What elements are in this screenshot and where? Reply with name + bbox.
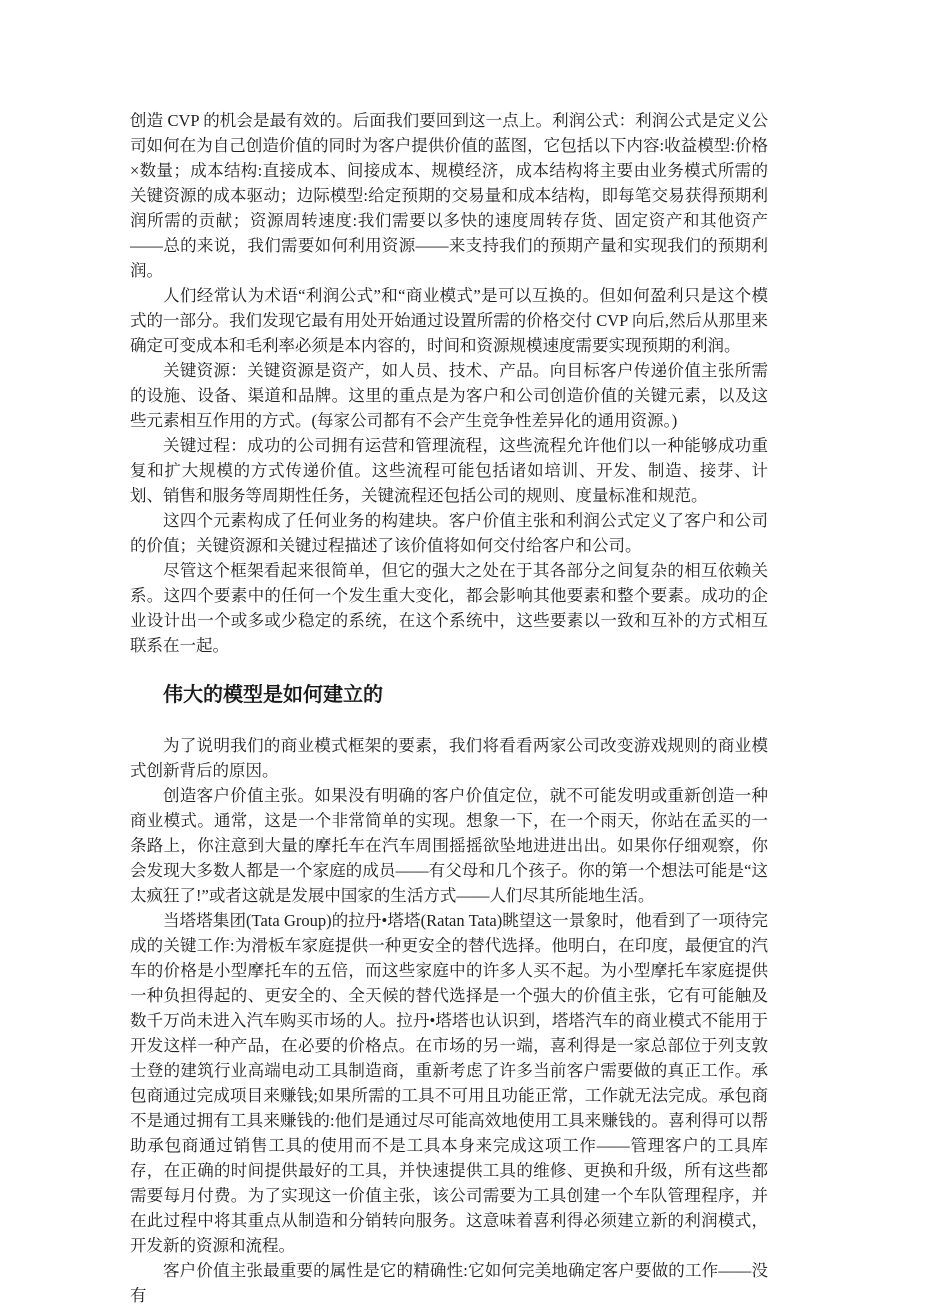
- section-heading: 伟大的模型是如何建立的: [163, 684, 383, 706]
- paragraph-8: 为了说明我们的商业模式框架的要素，我们将看看两家公司改变游戏规则的商业模式创新背后的原因。: [130, 736, 768, 780]
- paragraph-3: 关键资源：关键资源是资产，如人员、技术、产品。向目标客户传递价值主张所需的设施、设备、渠道和品牌。这里的重点是为客户和公司创造价值的关键元素，以及这些元素相互作用的方式。(每家公司都有不会产生竞争性差异化的通用资源。): [130, 361, 768, 430]
- document-content: [130, 108, 768, 1308]
- paragraph-4: 关键过程：成功的公司拥有运营和管理流程，这些流程允许他们以一种能够成功重复和扩大规模的方式传递价值。这些流程可能包括诸如培训、开发、制造、接芽、计划、销售和服务等周期性任务，关键流程还包括公司的规则、度量标准和规范。: [130, 436, 768, 505]
- paragraph-10: 当塔塔集团(Tata Group)的拉丹•塔塔(Ratan Tata)眺望这一景象时，他看到了一项待完成的关键工作:为滑板车家庭提供一种更安全的替代选择。他明白，在印度，最便宜的汽车的价格是小型摩托车的五倍，而这些家庭中的许多人买不起。为小型摩托车家庭提供一种负担得起的、更安全的、全天候的替代选择是一个强大的价值主张，它有可能触及数千万尚未进入汽车购买市场的人。拉丹•塔塔也认识到，塔塔汽车的商业模式不能用于开发这样一种产品，在必要的价格点。在市场的另一端，喜利得是一家总部位于列支敦士登的建筑行业高端电动工具制造商，重新考虑了许多当前客户需要做的真正工作。承包商通过完成项目来赚钱;如果所需的工具不可用且功能正常，工作就无法完成。承包商不是通过拥有工具来赚钱的:他们是通过尽可能高效地使用工具来赚钱的。喜利得可以帮助承包商通过销售工具的使用而不是工具本身来完成这项工作——管理客户的工具库存，在正确的时间提供最好的工具，并快速提供工具的维修、更换和升级，所有这些都需要每月付费。为了实现这一价值主张，该公司需要为工具创建一个车队管理程序，并在此过程中将其重点从制造和分销转向服务。这意味着喜利得必须建立新的利润模式，开发新的资源和流程。: [130, 911, 768, 1255]
- paragraph-2: 人们经常认为术语“利润公式”和“商业模式”是可以互换的。但如何盈利只是这个模式的一部分。我们发现它最有用处开始通过设置所需的价格交付 CVP 向后,然后从那里来确定可变成本和毛利率必须是本内容的，时间和资源规模速度需要实现预期的利润。: [130, 286, 768, 355]
- paragraph-1: 创造 CVP 的机会是最有效的。后面我们要回到这一点上。利润公式：利润公式是定义公司如何在为自己创造价值的同时为客户提供价值的蓝图，它包括以下内容:收益模型:价格×数量；成本结构:直接成本、间接成本、规模经济，成本结构将主要由业务模式所需的关键资源的成本驱动；边际模型:给定预期的交易量和成本结构，即每笔交易获得预期利润所需的贡献；资源周转速度:我们需要以多快的速度周转存货、固定资产和其他资产——总的来说，我们需要如何利用资源——来支持我们的预期产量和实现我们的预期利润。: [130, 111, 768, 280]
- paragraph-6: 尽管这个框架看起来很简单，但它的强大之处在于其各部分之间复杂的相互依赖关系。这四个要素中的任何一个发生重大变化，都会影响其他要素和整个要素。成功的企业设计出一个或多或少稳定的系统，在这个系统中，这些要素以一致和互补的方式相互联系在一起。: [130, 561, 768, 655]
- paragraph-5: 这四个元素构成了任何业务的构建块。客户价值主张和利润公式定义了客户和公司的价值；关键资源和关键过程描述了该价值将如何交付给客户和公司。: [130, 511, 768, 555]
- paragraph-9: 创造客户价值主张。如果没有明确的客户价值定位，就不可能发明或重新创造一种商业模式。通常，这是一个非常简单的实现。想象一下，在一个雨天，你站在孟买的一条路上，你注意到大量的摩托车在汽车周围摇摇欲坠地进进出出。如果你仔细观察，你会发现大多数人都是一个家庭的成员——有父母和几个孩子。你的第一个想法可能是“这太疯狂了!”或者这就是发展中国家的生活方式——人们尽其所能地生活。: [130, 786, 768, 905]
- paragraph-11: 客户价值主张最重要的属性是它的精确性:它如何完美地确定客户要做的工作——没有: [130, 1261, 768, 1305]
